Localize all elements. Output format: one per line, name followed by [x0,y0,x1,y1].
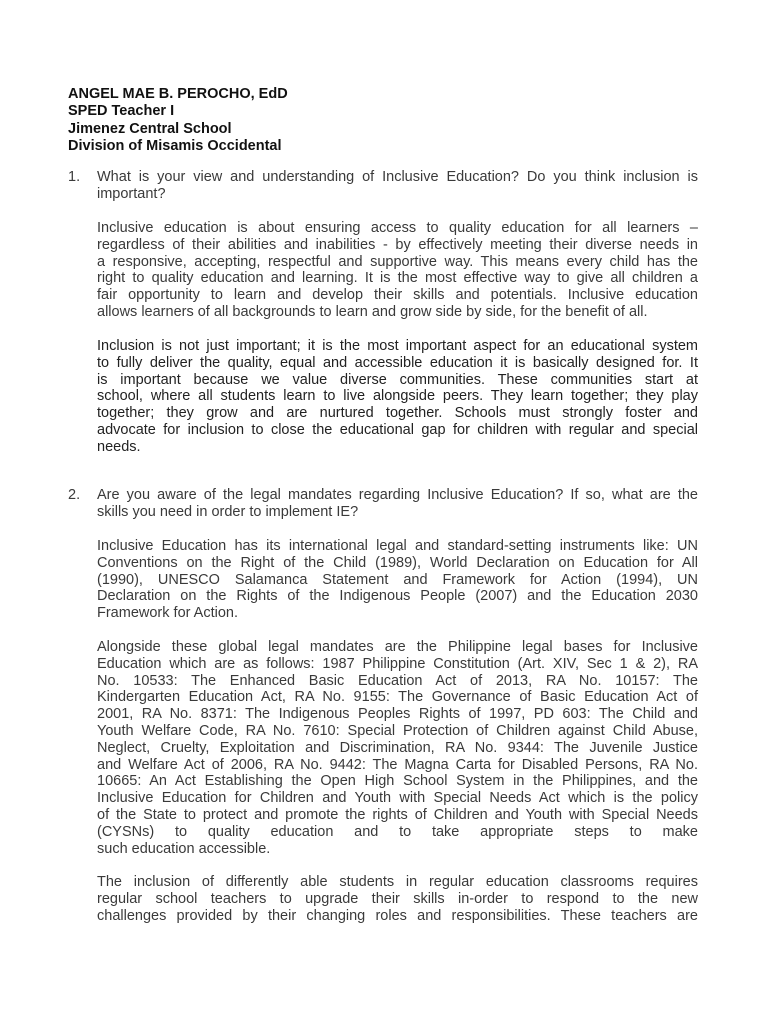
author-school: Jimenez Central School [68,120,232,137]
author-block [68,86,288,155]
paragraph-line: The inclusion of differently able students in regular education classrooms requires [97,874,698,890]
paragraph-line: allows learners of all backgrounds to learn and grow side by side, for the benefit of all. [97,303,648,320]
question-2 [68,487,698,521]
paragraph-line: to fully deliver the quality, equal and accessible education it is basically designed for. It [97,354,698,371]
question-line: important? [97,185,166,202]
paragraph-line: Neglect, Cruelty, Exploitation and Discrimination, RA No. 9344: The Juvenile Justice [97,739,698,756]
paragraph-line: regardless of their abilities and inabilities - by effectively meeting their diverse needs in [97,236,698,253]
paragraph-line: and Welfare Act of 2006, RA No. 9442: The Magna Carta for Disabled Persons, RA No. [97,756,698,773]
paragraph-line: regular school teachers to upgrade their skills in-order to respond to the new [97,890,698,907]
question-number: 2. [68,487,81,503]
paragraph-line: right to quality education and learning. It is the most effective way to give all children a [97,270,698,287]
answer-paragraph [97,538,698,622]
paragraph-line: Conventions on the Right of the Child (1989), World Declaration on Education for All [97,554,698,571]
paragraph-line: Inclusive education is about ensuring access to quality education for all learners – [97,220,698,236]
paragraph-line: school, where all students learn to live alongside peers. They learn together; they play [97,388,698,405]
paragraph-line: 10665: An Act Establishing the Open High School System in the Philippines, and the [97,773,698,790]
paragraph-line: Declaration on the Rights of the Indigenous People (2007) and the Education 2030 [97,588,698,605]
author-name: ANGEL MAE B. PEROCHO, EdD [68,86,288,102]
paragraph-line: needs. [97,438,141,455]
answer-paragraph [97,874,698,924]
paragraph-line: challenges provided by their changing roles and responsibilities. These teachers are [97,907,698,924]
paragraph-line: No. 10533: The Enhanced Basic Education Act of 2013, RA No. 10157: The [97,672,698,689]
paragraph-line: Inclusive Education has its international legal and standard-setting instruments like: UN [97,538,698,554]
answer-paragraph [97,639,698,857]
paragraph-line: is important because we value diverse communities. These communities start at [97,371,698,388]
paragraph-line: Kindergarten Education Act, RA No. 9155: The Governance of Basic Education Act of [97,689,698,706]
question-line: What is your view and understanding of Inclusive Education? Do you think inclusion is [97,169,698,185]
paragraph-line: together; they grow and are nurtured together. Schools must strongly foster and [97,405,698,422]
paragraph-line: fair opportunity to learn and develop their skills and potentials. Inclusive education [97,287,698,304]
paragraph-line: Inclusion is not just important; it is the most important aspect for an educational system [97,338,698,354]
question-line: skills you need in order to implement IE? [97,503,359,520]
paragraph-line: of the State to protect and promote the rights of Children and Youth with Special Needs [97,806,698,823]
question-number: 1. [68,169,81,185]
paragraph-line: (CYSNs) to quality education and to take appropriate steps to make [97,823,698,840]
paragraph-line: a responsive, accepting, respectful and supportive way. This means every child has the [97,253,698,270]
author-position: SPED Teacher I [68,103,175,120]
paragraph-line: Inclusive Education for Children and Youth with Special Needs Act which is the policy [97,790,698,807]
answer-paragraph [97,338,698,456]
paragraph-line: (1990), UNESCO Salamanca Statement and Framework for Action (1994), UN [97,571,698,588]
paragraph-line: 2001, RA No. 8371: The Indigenous Peoples Rights of 1997, PD 603: The Child and [97,706,698,723]
question-line: Are you aware of the legal mandates regarding Inclusive Education? If so, what are the [97,487,698,503]
paragraph-line: Education which are as follows: 1987 Philippine Constitution (Art. XIV, Sec 1 & 2), RA [97,655,698,672]
paragraph-line: Framework for Action. [97,605,239,622]
answer-paragraph [97,220,698,321]
paragraph-line: Youth Welfare Code, RA No. 7610: Special Protection of Children against Child Abuse, [97,722,698,739]
paragraph-line: Alongside these global legal mandates are the Philippine legal bases for Inclusive [97,639,698,655]
paragraph-line: such education accessible. [97,840,271,857]
paragraph-line: advocate for inclusion to close the educational gap for children with regular and special [97,421,698,438]
question-1 [68,169,698,203]
author-division: Division of Misamis Occidental [68,137,282,154]
